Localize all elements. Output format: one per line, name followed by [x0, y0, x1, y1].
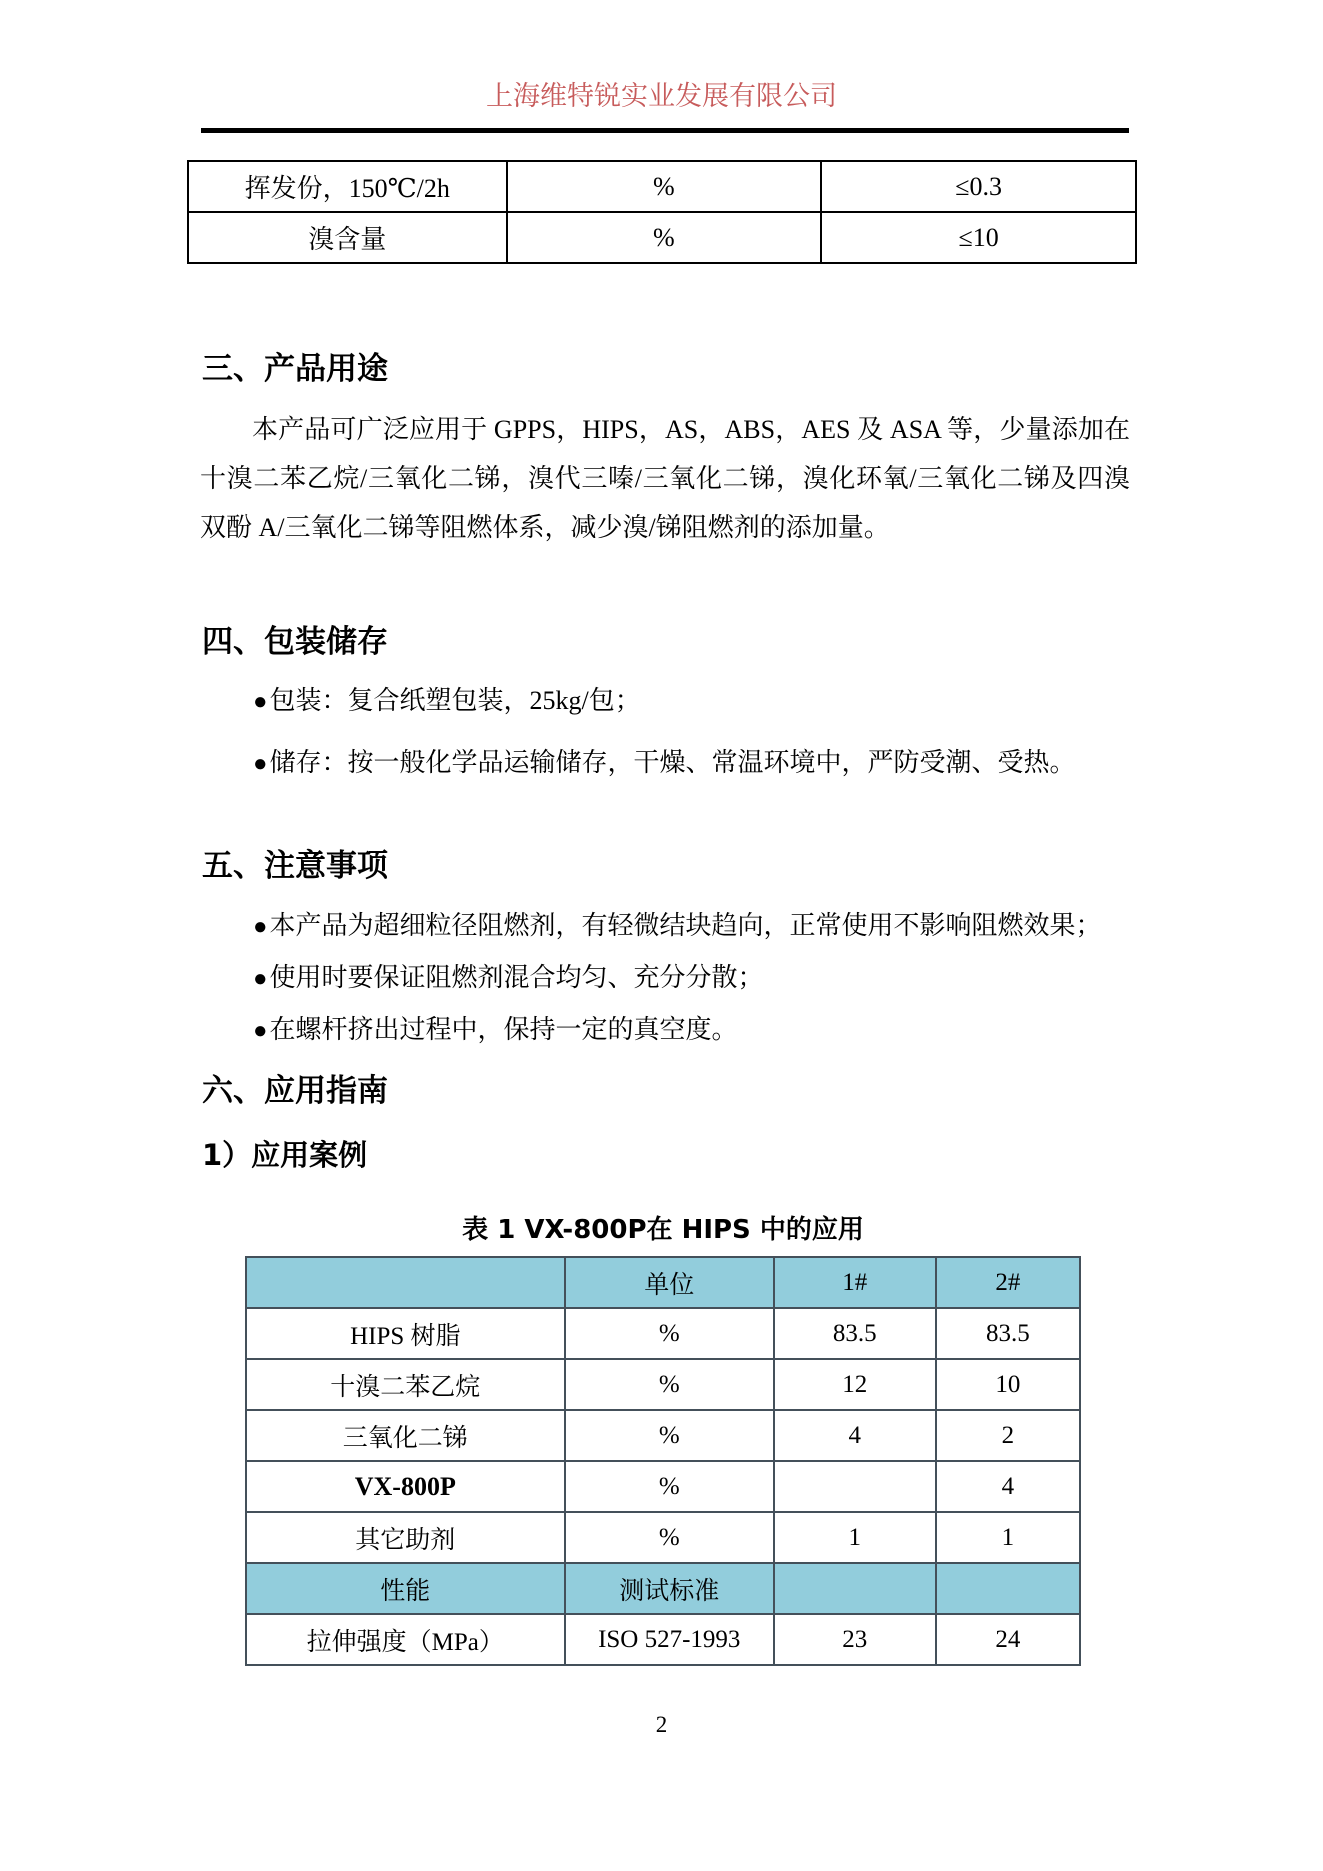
value-cell: 2 [936, 1410, 1080, 1461]
list-item [253, 957, 1133, 994]
subheader-cell-blank [774, 1563, 936, 1614]
spec-item-cell: 挥发份，150℃/2h [188, 161, 507, 212]
list-item [253, 680, 1133, 717]
bullet-icon: ● [253, 689, 268, 715]
table-row [246, 1512, 1080, 1563]
list-item-text: 在螺杆挤出过程中，保持一定的真空度。 [269, 1015, 738, 1044]
application-table-title: 表 1 VX-800P在 HIPS 中的应用 [462, 1215, 864, 1245]
spec-table [187, 160, 1137, 264]
table-header-row [246, 1257, 1080, 1308]
list-item [253, 1009, 1133, 1046]
component-cell: 其它助剂 [246, 1512, 565, 1563]
list-item-text: 使用时要保证阻燃剂混合均匀、充分分散； [269, 963, 764, 992]
subheading-application-cases: 1）应用案例 [202, 1138, 368, 1172]
value-cell: 10 [936, 1359, 1080, 1410]
table-row [188, 161, 1136, 212]
component-cell: 十溴二苯乙烷 [246, 1359, 565, 1410]
value-cell: 4 [936, 1461, 1080, 1512]
header-cell-1: 1# [774, 1257, 936, 1308]
table-row [246, 1410, 1080, 1461]
uses-paragraph: 本产品可广泛应用于 GPPS，HIPS，AS，ABS，AES 及 ASA 等，少量添加在十溴二苯乙烷/三氧化二锑，溴代三嗪/三氧化二锑，溴化环氧/三氧化二锑及四溴双酚 A/三氧化二锑等阻燃体系，减少溴/锑阻燃剂的添加量。 [200, 415, 1130, 542]
list-item [253, 742, 1133, 779]
table-row [246, 1308, 1080, 1359]
spec-value-cell: ≤0.3 [821, 161, 1136, 212]
bullet-icon: ● [253, 751, 268, 777]
section-heading-precautions: 五、注意事项 [202, 848, 388, 884]
unit-cell: % [565, 1410, 774, 1461]
unit-cell: % [565, 1461, 774, 1512]
unit-cell: % [565, 1512, 774, 1563]
page-number: 2 [655, 1712, 668, 1737]
value-cell: 4 [774, 1410, 936, 1461]
component-cell: 三氧化二锑 [246, 1410, 565, 1461]
list-item-text: 包装：复合纸塑包装，25kg/包； [269, 686, 641, 715]
spec-item-cell: 溴含量 [188, 212, 507, 263]
bullet-icon: ● [253, 1018, 268, 1044]
header-cell-blank [246, 1257, 565, 1308]
value-cell: 24 [936, 1614, 1080, 1665]
section-heading-application-guide: 六、应用指南 [202, 1073, 388, 1109]
value-cell [774, 1461, 936, 1512]
value-cell: 12 [774, 1359, 936, 1410]
value-cell: 23 [774, 1614, 936, 1665]
header-cell-2: 2# [936, 1257, 1080, 1308]
subheader-cell-performance: 性能 [246, 1563, 565, 1614]
header-cell-unit: 单位 [565, 1257, 774, 1308]
standard-cell: ISO 527-1993 [565, 1614, 774, 1665]
section-heading-uses: 三、产品用途 [202, 351, 388, 387]
section-heading-packaging: 四、包装储存 [202, 624, 388, 660]
table-row [188, 212, 1136, 263]
spec-unit-cell: % [507, 161, 822, 212]
spec-unit-cell: % [507, 212, 822, 263]
bullet-icon: ● [253, 966, 268, 992]
table-subheader-row [246, 1563, 1080, 1614]
list-item-text: 本产品为超细粒径阻燃剂，有轻微结块趋向，正常使用不影响阻燃效果； [269, 911, 1102, 940]
list-item-text: 储存：按一般化学品运输储存，干燥、常温环境中，严防受潮、受热。 [269, 748, 1076, 777]
property-cell: 拉伸强度（MPa） [246, 1614, 565, 1665]
spec-value-cell: ≤10 [821, 212, 1136, 263]
unit-cell: % [565, 1359, 774, 1410]
value-cell: 83.5 [774, 1308, 936, 1359]
list-item [253, 905, 1133, 942]
table-row [246, 1359, 1080, 1410]
table-row [246, 1461, 1080, 1512]
value-cell: 83.5 [936, 1308, 1080, 1359]
subheader-cell-standard: 测试标准 [565, 1563, 774, 1614]
value-cell: 1 [936, 1512, 1080, 1563]
subheader-cell-blank [936, 1563, 1080, 1614]
bullet-icon: ● [253, 914, 268, 940]
table-row [246, 1614, 1080, 1665]
application-table [245, 1256, 1081, 1666]
value-cell: 1 [774, 1512, 936, 1563]
component-cell: HIPS 树脂 [246, 1308, 565, 1359]
unit-cell: % [565, 1308, 774, 1359]
header-rule [201, 128, 1129, 133]
company-header: 上海维特锐实业发展有限公司 [486, 81, 837, 111]
component-cell-product: VX-800P [246, 1461, 565, 1512]
